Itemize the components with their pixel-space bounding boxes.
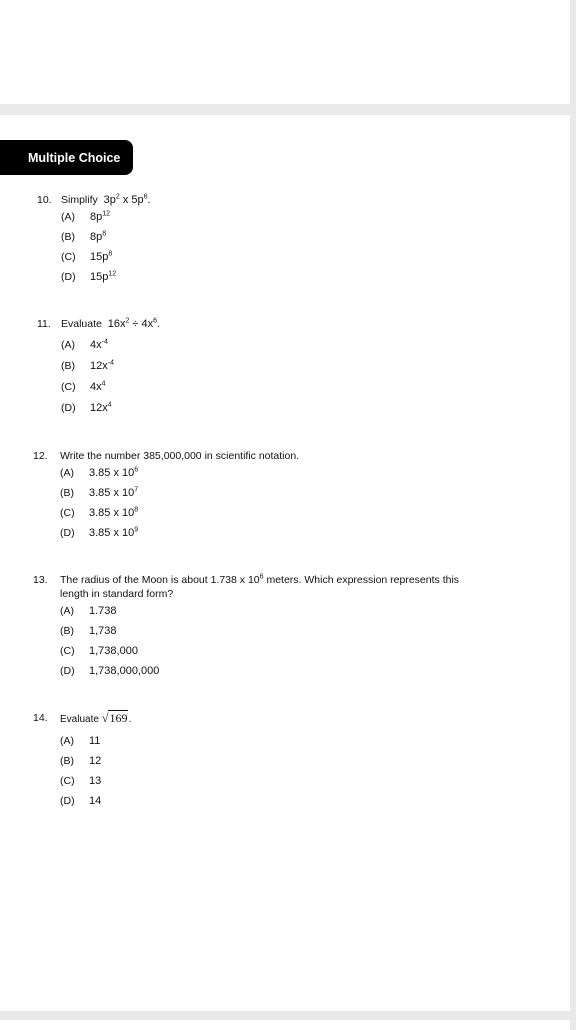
answer-option-b[interactable]: (B) $8p^8$: [61, 230, 107, 243]
square-root-sign: √: [101, 711, 109, 725]
section-header-tab: [0, 140, 133, 175]
question-12: [33, 449, 480, 543]
answer-option-d[interactable]: (D) $12x^4$: [61, 400, 112, 414]
previous-page: [0, 0, 570, 104]
answer-option-b[interactable]: (B) $12x^{-4}$: [61, 358, 114, 372]
answer-option-c[interactable]: (C) 13: [60, 775, 102, 787]
question-prompt: Write the number 385,000,000 in scientific notation.: [60, 450, 300, 462]
answer-option-b[interactable]: (B) 12: [60, 755, 102, 767]
section-title: Multiple Choice: [28, 150, 121, 165]
question-number: 13.: [33, 574, 48, 586]
question-expression: $16x^2 \div 4x^6$.: [107, 317, 161, 330]
question-prompt: Evaluate $16x^2 \div 4x^6$.: [61, 317, 161, 330]
answer-option-b[interactable]: (B) 1,738: [60, 625, 117, 637]
answer-option-a[interactable]: (A) 3.85 x $10^6$: [60, 466, 139, 479]
answer-option-c[interactable]: (C) 1,738,000: [60, 645, 138, 657]
answer-option-c[interactable]: (C) $15p^8$: [61, 250, 113, 263]
question-number: 14.: [33, 712, 48, 724]
answer-option-d[interactable]: (D) 1,738,000,000: [60, 665, 160, 677]
question-11: [37, 317, 481, 418]
question-14: [33, 711, 480, 811]
answer-option-c[interactable]: (C) $4x^4$: [61, 379, 106, 393]
worksheet-page: [0, 115, 570, 1011]
answer-option-d[interactable]: (D) 14: [60, 795, 102, 807]
answer-option-b[interactable]: (B) 3.85 x $10^7$: [60, 486, 139, 499]
question-number: 12.: [33, 450, 48, 462]
question-13: [33, 573, 480, 681]
radicand: 169: [109, 711, 128, 725]
answer-option-a[interactable]: (A) $8p^{12}$: [61, 210, 111, 223]
question-10: [37, 193, 481, 287]
next-page: [0, 1020, 570, 1030]
answer-option-d[interactable]: (D) $15p^{12}$: [61, 270, 117, 283]
answer-option-d[interactable]: (D) 3.85 x $10^9$: [60, 526, 139, 539]
answer-option-a[interactable]: (A) 11: [60, 735, 101, 747]
question-prompt: Simplify $3p^2$ x $5p^6$.: [61, 193, 151, 206]
question-prompt: Evaluate √169.: [60, 711, 132, 725]
question-number: 10.: [37, 194, 52, 206]
answer-option-c[interactable]: (C) 3.85 x $10^8$: [60, 506, 139, 519]
answer-option-a[interactable]: (A) 1.738: [60, 605, 117, 617]
question-prompt: The radius of the Moon is about 1.738 x $10^6$ meters. Which expression represents this length in standard form?: [60, 573, 460, 600]
question-number: 11.: [37, 318, 51, 330]
question-expression: $3p^2$ x $5p^6$.: [103, 193, 151, 206]
answer-option-a[interactable]: (A) $4x^{-4}$: [61, 337, 108, 351]
